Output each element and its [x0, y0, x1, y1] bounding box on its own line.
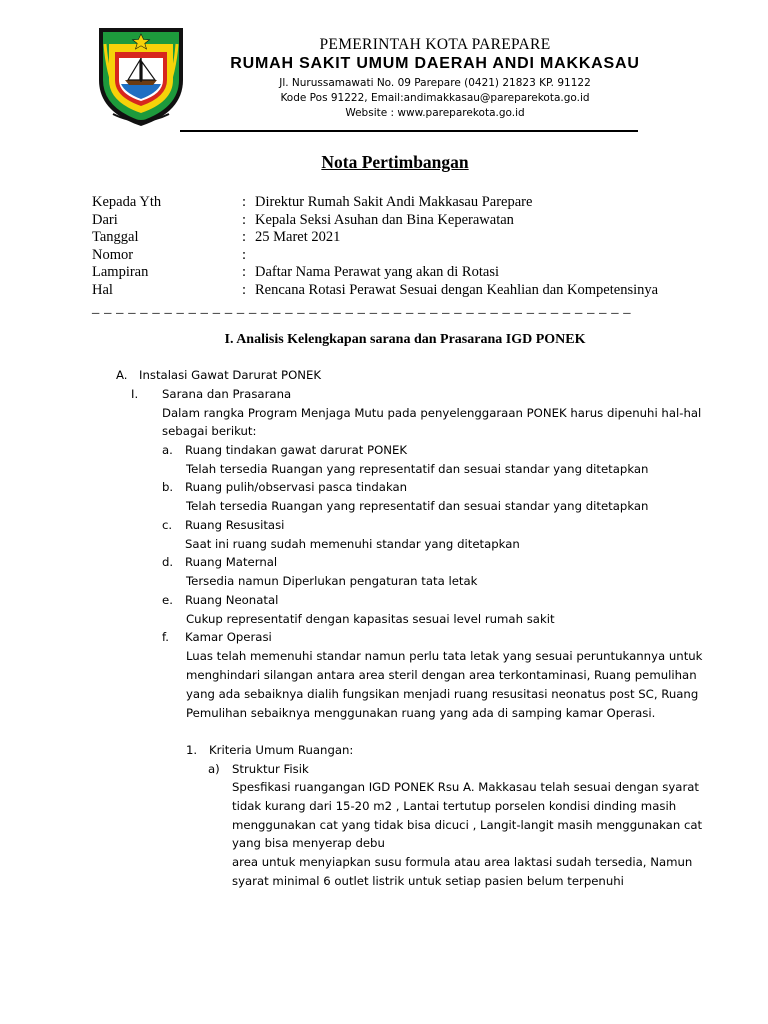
document-title: Nota Pertimbangan	[321, 152, 469, 172]
paragraph-line: Spesfikasi ruangangan IGD PONEK Rsu A. Makkasau telah sesuai dengan syarat	[232, 780, 700, 794]
memo-label: Kepada Yth	[92, 194, 162, 210]
list-marker: I.	[131, 387, 139, 401]
paragraph-line: menggunakan cat yang tidak bisa dicuci , Langit-langit masih menggunakan cat	[232, 818, 703, 832]
list-marker: 1.	[186, 743, 198, 757]
hospital-website: Website : www.pareparekota.go.id	[345, 107, 525, 119]
memo-label: Tanggal	[92, 229, 139, 245]
memo-value: 25 Maret 2021	[255, 229, 341, 245]
list-item-text: Pemulihan sebaiknya menggunakan ruang yang ada di samping kamar Operasi.	[186, 706, 656, 720]
paragraph-line: sebagai berikut:	[162, 424, 257, 438]
memo-label: Nomor	[92, 246, 134, 263]
list-item-text: Luas telah memenuhi standar namun perlu tata letak yang sesuai peruntukannya untuk	[186, 649, 703, 663]
memo-value: Direktur Rumah Sakit Andi Makkasau Parepare	[255, 194, 533, 210]
memo-colon: :	[242, 281, 247, 298]
subsection-title: Instalasi Gawat Darurat PONEK	[139, 368, 322, 382]
memo-colon: :	[242, 229, 247, 245]
memo-colon: :	[242, 211, 247, 228]
list-marker: c.	[162, 518, 173, 532]
list-marker: a.	[162, 443, 173, 457]
paragraph-line: syarat minimal 6 outlet listrik untuk setiap pasien belum terpenuhi	[232, 874, 624, 888]
list-marker: b.	[162, 480, 174, 494]
list-marker: f.	[162, 630, 169, 644]
list-item-text: Cukup representatif dengan kapasitas sesuai level rumah sakit	[186, 612, 555, 626]
list-item-text: Telah tersedia Ruangan yang representatif dan sesuai standar yang ditetapkan	[186, 499, 649, 513]
criteria-subtitle: Struktur Fisik	[232, 762, 309, 776]
hospital-name: RUMAH SAKIT UMUM DAERAH ANDI MAKKASAU	[230, 55, 640, 72]
paragraph-line: Dalam rangka Program Menjaga Mutu pada penyelenggaraan PONEK harus dipenuhi hal-hal	[162, 406, 702, 420]
list-item-text: Telah tersedia Ruangan yang representatif dan sesuai standar yang ditetapkan	[186, 462, 649, 476]
memo-value: Kepala Seksi Asuhan dan Bina Keperawatan	[255, 211, 514, 228]
hospital-postcode-email: Kode Pos 91222, Email:andimakkasau@pareparekota.go.id	[280, 92, 590, 104]
memo-colon: :	[242, 264, 247, 280]
list-marker: e.	[162, 593, 173, 607]
paragraph-line: tidak kurang dari 15-20 m2 , Lantai tertutup porselen kondisi dinding masih	[232, 799, 677, 813]
memo-colon: :	[242, 194, 247, 210]
list-item-title: Ruang pulih/observasi pasca tindakan	[185, 480, 408, 494]
list-item-title: Ruang Maternal	[185, 555, 278, 569]
list-item-title: Ruang Neonatal	[185, 593, 279, 607]
list-item-title: Kamar Operasi	[185, 630, 272, 644]
section-heading: I. Analisis Kelengkapan sarana dan Prasarana IGD PONEK	[224, 332, 586, 347]
subsection-title: Sarana dan Prasarana	[162, 387, 292, 401]
memo-value: Daftar Nama Perawat yang akan di Rotasi	[255, 264, 499, 280]
government-name: PEMERINTAH KOTA PAREPARE	[319, 36, 551, 53]
memo-label: Dari	[92, 211, 118, 228]
list-item-text: Saat ini ruang sudah memenuhi standar yang ditetapkan	[185, 537, 520, 551]
list-marker: a)	[208, 762, 220, 776]
hospital-address: Jl. Nurussamawati No. 09 Parepare (0421) 21823 KP. 91122	[279, 77, 591, 89]
header-separator: _ _ _ _ _ _ _ _ _ _ _ _ _ _ _ _ _ _ _ _ _ _ _ _ _ _ _ _ _ _ _ _ _ _ _ _ _ _ _ _ _ _ _ _ _	[92, 300, 632, 316]
list-item-text: Tersedia namun Diperlukan pengaturan tata letak	[186, 574, 478, 588]
parepare-city-emblem-icon	[95, 22, 187, 130]
list-item-text: menghindari silangan antara area steril dengan area terkontaminasi, Ruang pemulihan	[186, 668, 697, 682]
criteria-title: Kriteria Umum Ruangan:	[209, 743, 354, 757]
list-item-title: Ruang tindakan gawat darurat PONEK	[185, 443, 408, 457]
paragraph-line: yang bisa menyerap debu	[232, 836, 385, 850]
memo-value: Rencana Rotasi Perawat Sesuai dengan Keahlian dan Kompetensinya	[255, 281, 659, 298]
memo-label: Hal	[92, 281, 113, 298]
memo-colon: :	[242, 246, 247, 263]
list-item-text: yang ada sebaiknya dialih fungsikan menjadi ruang resusitasi neonatus post SC, Ruang	[186, 687, 699, 701]
list-marker: A.	[116, 368, 128, 382]
memo-label: Lampiran	[92, 264, 149, 280]
letterhead-divider	[180, 130, 638, 132]
paragraph-line: area untuk menyiapkan susu formula atau area laktasi sudah tersedia, Namun	[232, 855, 693, 869]
list-item-title: Ruang Resusitasi	[185, 518, 285, 532]
list-marker: d.	[162, 555, 174, 569]
